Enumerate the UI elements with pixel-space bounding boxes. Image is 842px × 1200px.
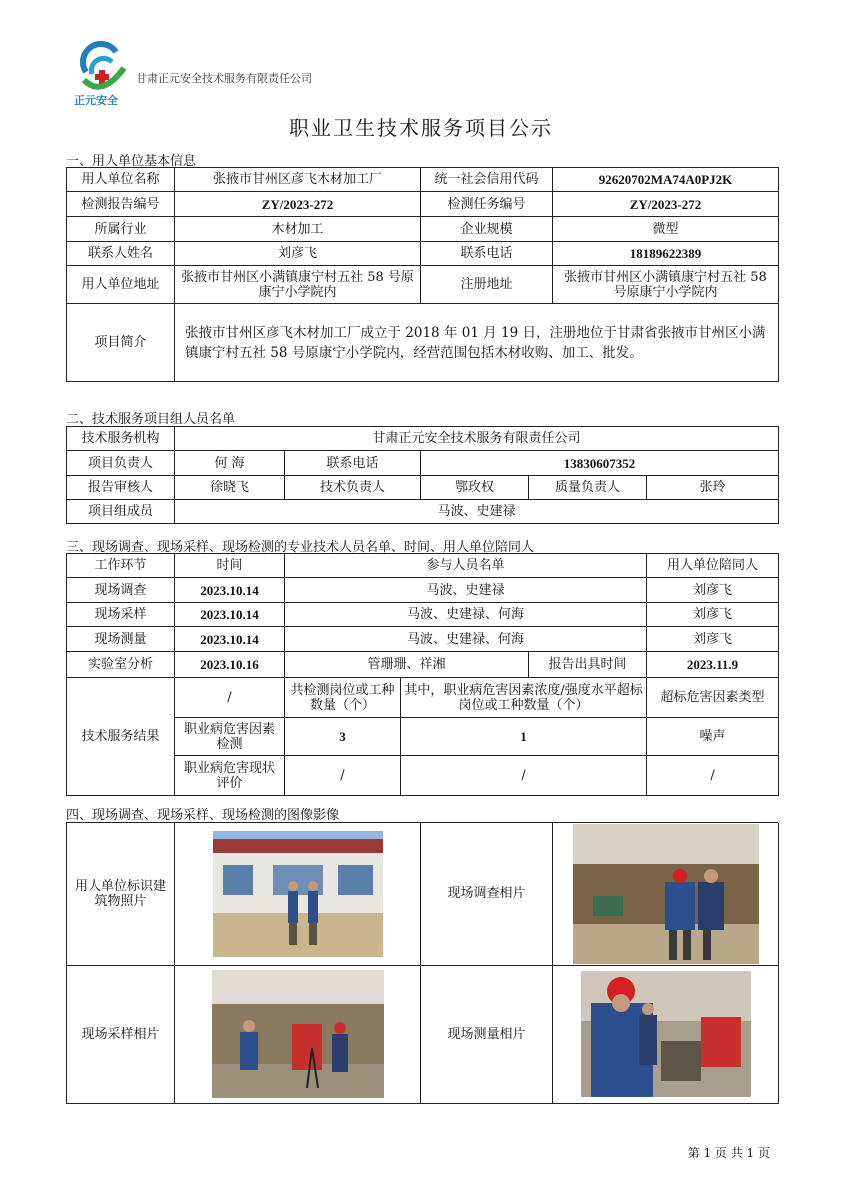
page-title: 职业卫生技术服务项目公示 xyxy=(289,116,553,140)
res-row1-exceed: 1 xyxy=(401,718,647,756)
res-row2-exceed: / xyxy=(401,756,647,796)
result-label: 技术服务结果 xyxy=(67,678,175,796)
contact: 刘彦飞 xyxy=(175,242,421,266)
unit-name-label: 用人单位名称 xyxy=(67,168,175,192)
col-people: 参与人员名单 xyxy=(285,554,647,578)
unit-name: 张掖市甘州区彦飞木材加工厂 xyxy=(175,168,421,192)
stage: 现场采样 xyxy=(67,603,175,627)
report-no-label: 检测报告编号 xyxy=(67,192,175,217)
table-row xyxy=(67,603,779,627)
col-stage: 工作环节 xyxy=(67,554,175,578)
company-name: 甘肃正元安全技术服务有限责任公司 xyxy=(136,72,312,85)
section2-heading: 二、技术服务项目组人员名单 xyxy=(66,412,236,427)
report-no: ZY/2023-272 xyxy=(175,192,421,217)
col-time: 时间 xyxy=(175,554,285,578)
section1-heading: 一、用人单位基本信息 xyxy=(66,154,197,169)
res-col3: 超标危害因素类型 xyxy=(647,678,779,718)
field-work-table xyxy=(66,553,779,796)
time: 2023.10.14 xyxy=(175,627,285,652)
col-escort: 用人单位陪同人 xyxy=(647,554,779,578)
quality-label: 质量负责人 xyxy=(529,476,647,500)
res-row2-label: 职业病危害现状评价 xyxy=(175,756,285,796)
report-date-label: 报告出具时间 xyxy=(529,652,647,678)
lab-label: 实验室分析 xyxy=(67,652,175,678)
phone: 18189622389 xyxy=(553,242,779,266)
team-table xyxy=(66,426,779,524)
lab-people: 管珊珊、祥湘 xyxy=(285,652,529,678)
phone-label: 联系电话 xyxy=(421,242,553,266)
photo4-label: 现场测量相片 xyxy=(421,965,553,1103)
res-col2: 其中，职业病危害因素浓度/强度水平超标岗位或工种数量（个） xyxy=(401,678,647,718)
report-date: 2023.11.9 xyxy=(647,652,779,678)
escort: 刘彦飞 xyxy=(647,603,779,627)
credit-code: 92620702MA74A0PJ2K xyxy=(553,168,779,192)
page-number: 第 1 页 共 1 页 xyxy=(687,1146,770,1160)
table-row xyxy=(67,578,779,603)
reg-address-label: 注册地址 xyxy=(421,266,553,304)
scale: 微型 xyxy=(553,217,779,242)
tech-label: 技术负责人 xyxy=(285,476,421,500)
leader-phone-label: 联系电话 xyxy=(285,451,421,476)
unit-info-table xyxy=(66,167,779,382)
address: 张掖市甘州区小满镇康宁村五社 58 号原康宁小学院内 xyxy=(175,266,421,304)
res-row1-type: 噪声 xyxy=(647,718,779,756)
section4-heading: 四、现场调查、现场采样、现场检测的图像影像 xyxy=(66,808,340,823)
logo-text: 正元安全 xyxy=(74,94,118,107)
photo2-label: 现场调查相片 xyxy=(421,823,553,965)
measurement-photo xyxy=(581,971,751,1097)
leader-phone: 13830607352 xyxy=(421,451,779,476)
escort: 刘彦飞 xyxy=(647,627,779,652)
reg-address: 张掖市甘州区小满镇康宁村五社 58 号原康宁小学院内 xyxy=(553,266,779,304)
members-label: 项目组成员 xyxy=(67,500,175,524)
stage: 现场测量 xyxy=(67,627,175,652)
building-photo xyxy=(213,831,383,957)
res-row1-label: 职业病危害因素检测 xyxy=(175,718,285,756)
people: 马波、史建禄 xyxy=(285,578,647,603)
time: 2023.10.14 xyxy=(175,578,285,603)
intro-label: 项目简介 xyxy=(67,304,175,382)
people: 马波、史建禄、何海 xyxy=(285,627,647,652)
members: 马波、史建禄 xyxy=(175,500,779,524)
quality: 张玲 xyxy=(647,476,779,500)
reviewer: 徐晓飞 xyxy=(175,476,285,500)
res-col1: 共检测岗位或工种数量（个） xyxy=(285,678,401,718)
contact-label: 联系人姓名 xyxy=(67,242,175,266)
res-row2-type: / xyxy=(647,756,779,796)
res-row2-count: / xyxy=(285,756,401,796)
stage: 现场调查 xyxy=(67,578,175,603)
res-row1-count: 3 xyxy=(285,718,401,756)
survey-photo xyxy=(573,824,759,964)
task-no: ZY/2023-272 xyxy=(553,192,779,217)
industry-label: 所属行业 xyxy=(67,217,175,242)
tech: 鄂玫权 xyxy=(421,476,529,500)
time: 2023.10.14 xyxy=(175,603,285,627)
task-no-label: 检测任务编号 xyxy=(421,192,553,217)
org: 甘肃正元安全技术服务有限责任公司 xyxy=(175,427,779,451)
lab-time: 2023.10.16 xyxy=(175,652,285,678)
sampling-photo xyxy=(212,970,384,1098)
address-label: 用人单位地址 xyxy=(67,266,175,304)
intro: 张掖市甘州区彦飞木材加工厂成立于 2018 年 01 月 19 日，注册地位于甘肃省张掖市甘州区小满镇康宁村五社 58 号原康宁小学院内，经营范围包括木材收购、加工、批发。 xyxy=(175,304,779,382)
result-corner: / xyxy=(175,678,285,718)
reviewer-label: 报告审核人 xyxy=(67,476,175,500)
photo1-label: 用人单位标识建筑物照片 xyxy=(67,823,175,965)
credit-code-label: 统一社会信用代码 xyxy=(421,168,553,192)
table-row xyxy=(67,627,779,652)
company-logo xyxy=(72,40,134,110)
org-label: 技术服务机构 xyxy=(67,427,175,451)
industry: 木材加工 xyxy=(175,217,421,242)
photo-table xyxy=(66,823,779,1104)
photo3-label: 现场采样相片 xyxy=(67,965,175,1103)
people: 马波、史建禄、何海 xyxy=(285,603,647,627)
leader-label: 项目负责人 xyxy=(67,451,175,476)
section3-heading: 三、现场调查、现场采样、现场检测的专业技术人员名单、时间、用人单位陪同人 xyxy=(66,540,535,555)
scale-label: 企业规模 xyxy=(421,217,553,242)
escort: 刘彦飞 xyxy=(647,578,779,603)
leader: 何 海 xyxy=(175,451,285,476)
